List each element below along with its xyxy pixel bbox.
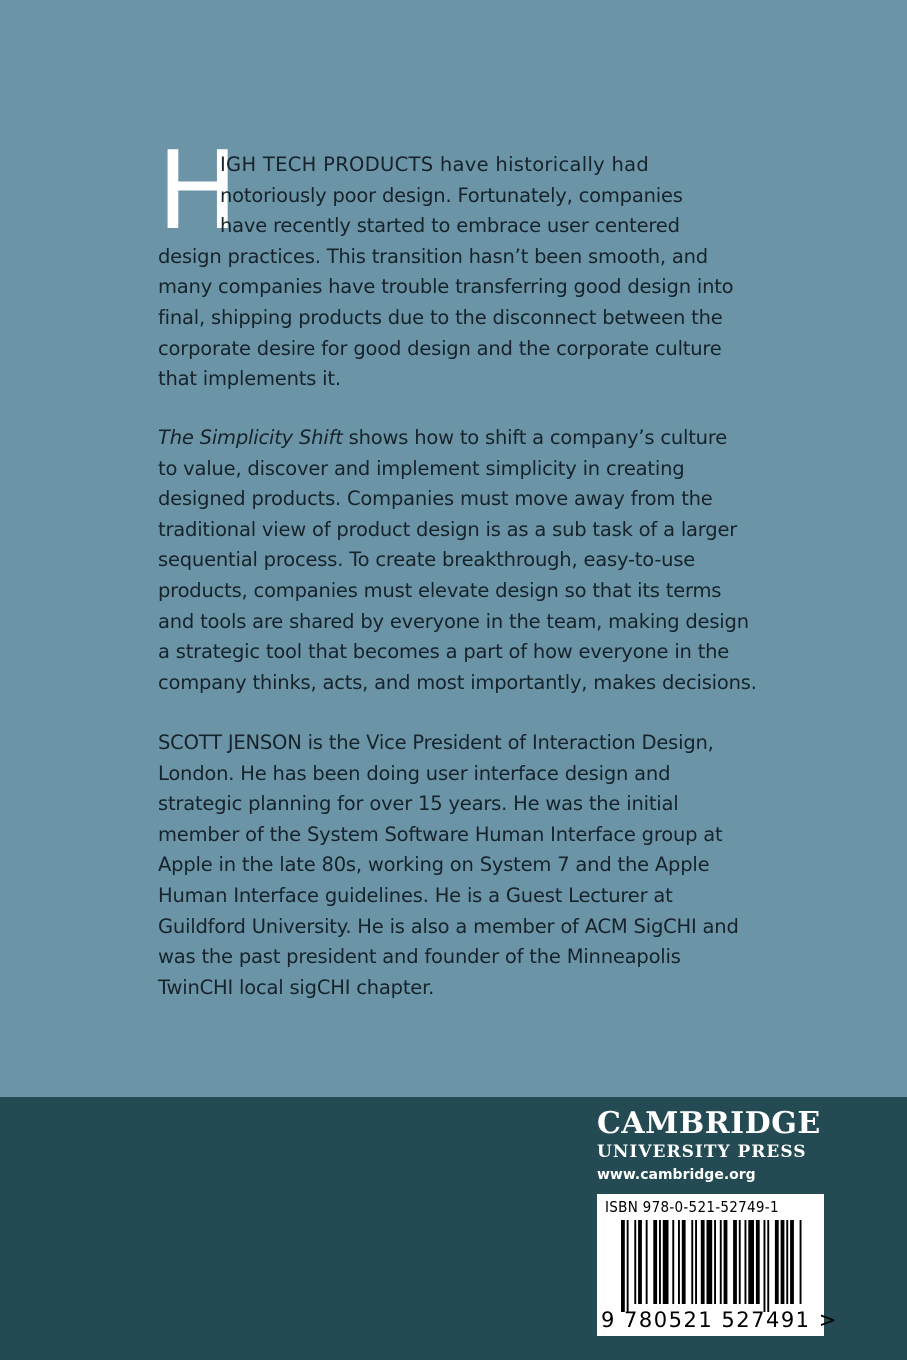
text-line: London. He has been doing user interface design and xyxy=(158,761,671,785)
text-line: Guildford University. He is also a member of ACM SigCHI and xyxy=(158,914,739,938)
description-paragraph-2 xyxy=(158,423,758,698)
barcode-bar xyxy=(800,1220,802,1304)
publisher-name: CAMBRIDGE xyxy=(597,1106,821,1141)
isbn-label: ISBN 978-0-521-52749-1 xyxy=(605,1198,779,1216)
text-line: Human Interface guidelines. He is a Guest Lecturer at xyxy=(158,883,673,907)
barcode-bar xyxy=(663,1220,669,1304)
text-line: TwinCHI local sigCHI chapter. xyxy=(158,975,435,999)
text-line: have recently started to embrace user centered xyxy=(220,214,680,238)
text-line: traditional view of product design is as a sub task of a larger xyxy=(158,517,738,541)
text-line: designed products. Companies must move away from the xyxy=(158,487,713,511)
publisher-subname: UNIVERSITY PRESS xyxy=(597,1142,807,1162)
barcode-bar xyxy=(678,1220,680,1304)
text-line xyxy=(158,423,758,454)
text-line: notoriously poor design. Fortunately, companies xyxy=(220,183,683,207)
text-line: was the past president and founder of the Minneapolis xyxy=(158,945,681,969)
text-line: corporate desire for good design and the corporate culture xyxy=(158,336,722,360)
barcode-bar xyxy=(646,1220,648,1304)
barcode-bar xyxy=(739,1220,741,1304)
publisher-url: www.cambridge.org xyxy=(597,1167,756,1183)
barcode-bar xyxy=(781,1220,785,1304)
description-paragraph-1 xyxy=(158,150,758,395)
barcode-bar xyxy=(756,1220,760,1304)
barcode-bar xyxy=(775,1220,779,1304)
barcode-bar xyxy=(634,1220,636,1304)
publisher-logo xyxy=(597,1106,827,1186)
barcode-bar xyxy=(733,1220,737,1304)
drop-cap-letter: H xyxy=(157,129,239,254)
text-line: to value, discover and implement simplicity in creating xyxy=(158,456,685,480)
book-title: The Simplicity Shift xyxy=(158,426,343,449)
barcode-bar xyxy=(745,1220,747,1304)
barcode-bar xyxy=(621,1220,625,1312)
barcode-bar xyxy=(672,1220,674,1304)
isbn-barcode xyxy=(597,1194,838,1336)
text-line: sequential process. To create breakthrough, easy-to-use xyxy=(158,548,696,572)
barcode-digits: 9 780521 527491 > xyxy=(601,1308,838,1332)
barcode-bar xyxy=(764,1220,766,1312)
author-bio-paragraph xyxy=(158,728,758,1003)
barcode-bar xyxy=(724,1220,728,1304)
barcode-bar xyxy=(786,1220,788,1304)
text-line: Apple in the late 80s, working on System 7 and the Apple xyxy=(158,853,710,877)
text-line: strategic planning for over 15 years. He was the initial xyxy=(158,792,679,816)
text-fragment: shows how to shift a company’s culture xyxy=(342,426,728,449)
barcode-bar xyxy=(682,1220,686,1304)
barcode-bars xyxy=(597,1220,824,1312)
barcode-bar xyxy=(790,1220,794,1304)
text-line: a strategic tool that becomes a part of how everyone in the xyxy=(158,640,730,664)
text-line: many companies have trouble transferring good design into xyxy=(158,275,734,299)
barcode-bar xyxy=(707,1220,713,1304)
barcode-bar xyxy=(691,1220,693,1304)
text-line: that implements it. xyxy=(158,367,341,391)
text-line: final, shipping products due to the disconnect between the xyxy=(158,305,723,329)
text-line: SCOTT JENSON is the Vice President of Interaction Design, xyxy=(158,731,714,754)
barcode-bar xyxy=(638,1220,642,1304)
text-line: IGH TECH PRODUCTS have historically had xyxy=(220,153,650,176)
text-line: member of the System Software Human Interface group at xyxy=(158,822,723,846)
barcode-bar xyxy=(627,1220,629,1312)
barcode-bar xyxy=(767,1220,769,1312)
barcode-bar xyxy=(720,1220,722,1304)
barcode-bar xyxy=(714,1220,716,1304)
barcode-bar xyxy=(701,1220,705,1304)
text-line: and tools are shared by everyone in the team, making design xyxy=(158,609,749,633)
barcode-bar xyxy=(695,1220,697,1304)
barcode-bar xyxy=(653,1220,657,1304)
text-line: design practices. This transition hasn’t been smooth, and xyxy=(158,244,708,268)
text-line: products, companies must elevate design so that its terms xyxy=(158,578,722,602)
barcode-bar xyxy=(748,1220,754,1304)
barcode-bar xyxy=(659,1220,661,1304)
text-line: company thinks, acts, and most importantly, makes decisions. xyxy=(158,670,757,694)
